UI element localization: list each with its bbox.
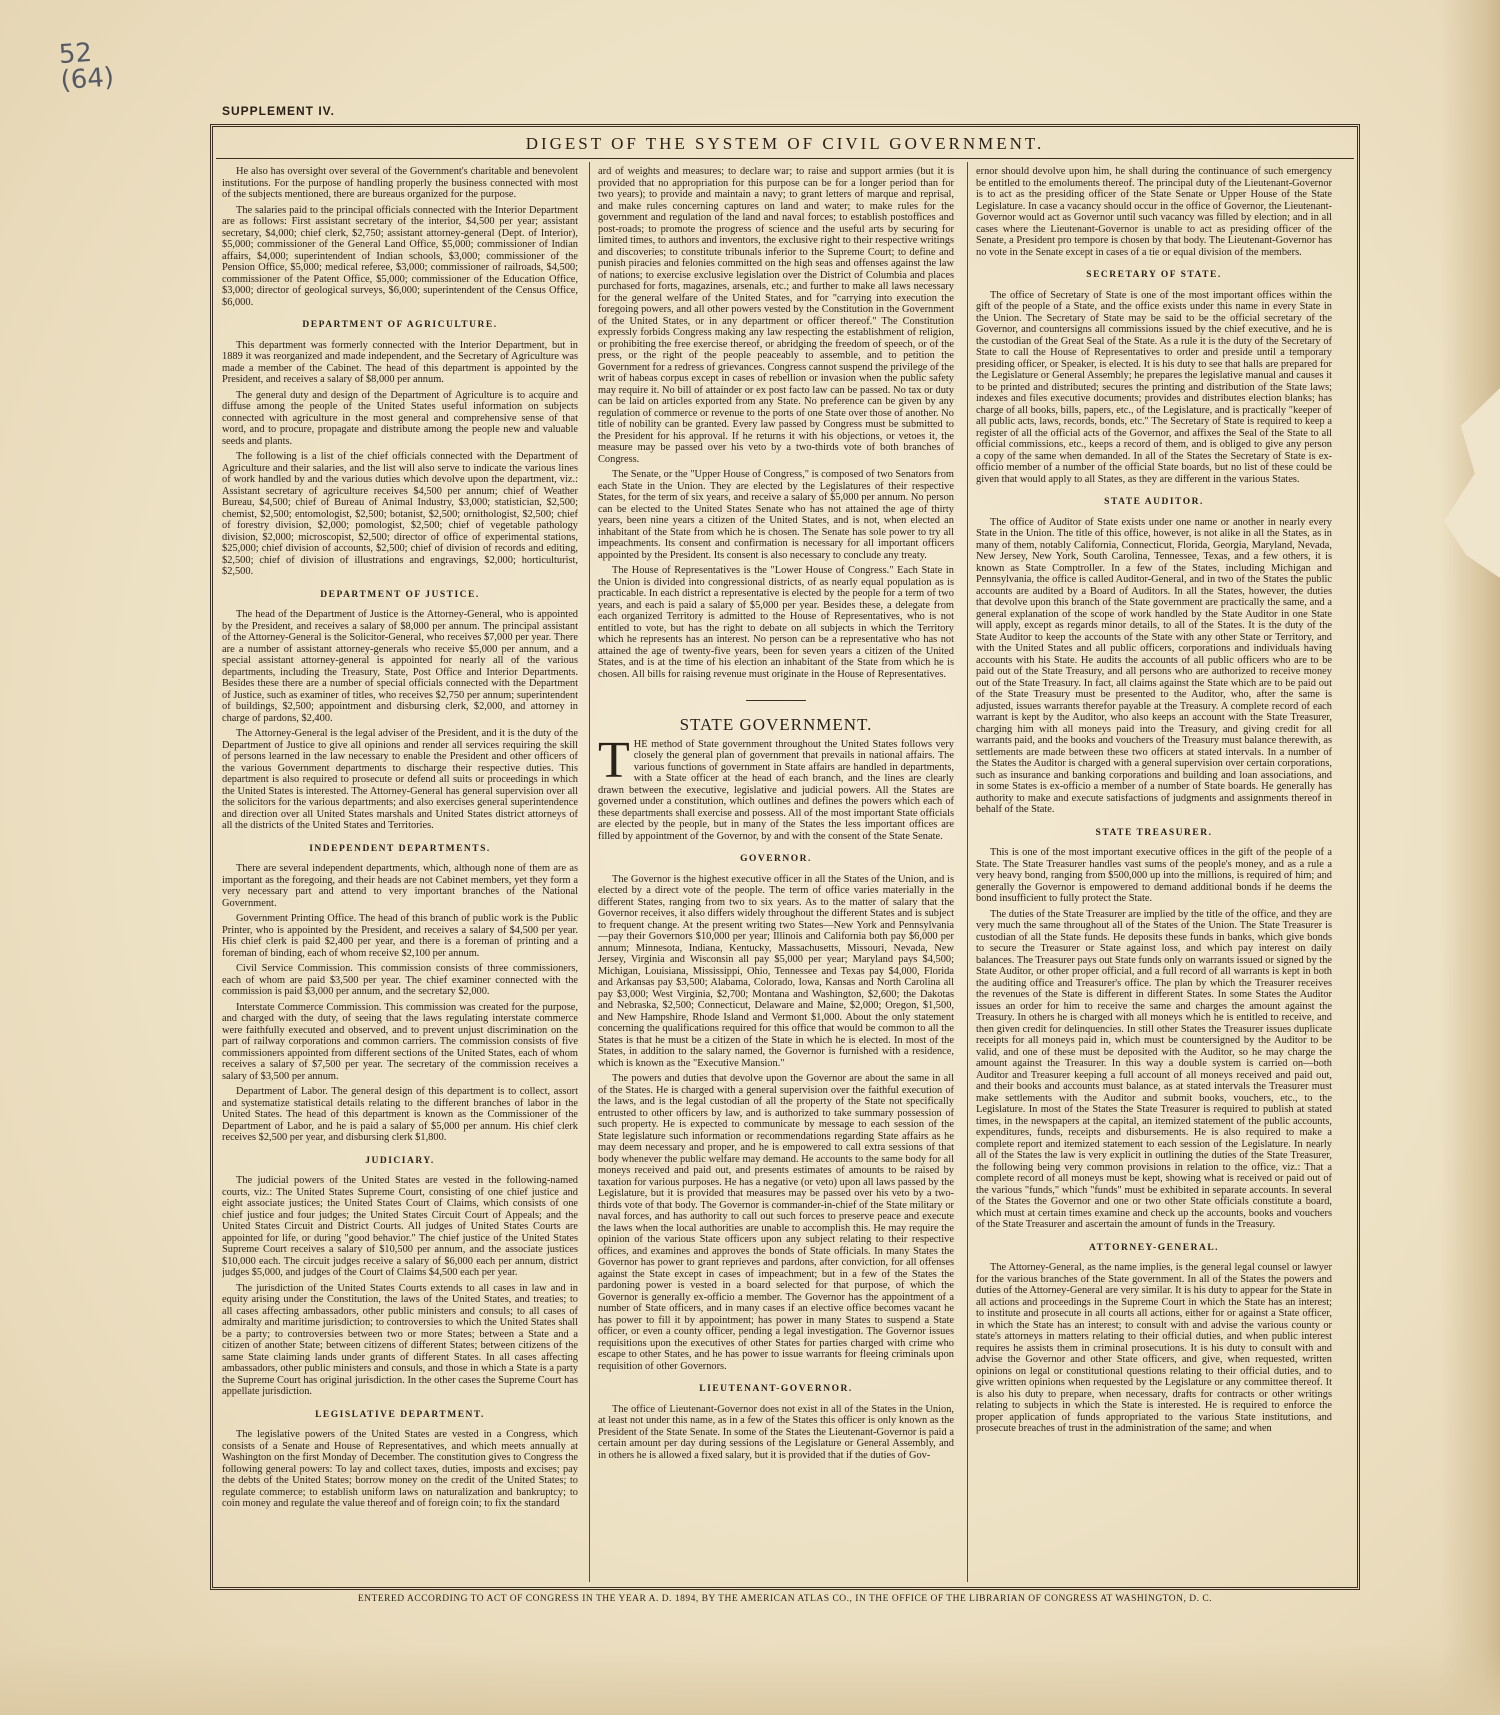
section-heading: LIEUTENANT-GOVERNOR.	[699, 1384, 853, 1394]
paragraph: The office of Lieutenant-Governor does not exist in all of the States in the Union, at least not under this name, as in a few of the States this officer is only known as the President of the State Senate. In some of the States the Lieutenant-Governor is paid a certain amount per day during sessions of the Legislature or General Assembly, and in others he is allowed a fixed salary, but it is provided that if the duties of Gov-	[598, 1403, 954, 1461]
paragraph: This is one of the most important executive offices in the gift of the people of a State. The State Treasurer handles vast sums of the people's money, and as a rule a very heavy bond, ranging from $500,000 up into the millions, is required of him; and generally the Governor is empowered to demand additional bonds if he deems the bond insufficient to fully protect the State.	[976, 847, 1332, 904]
paragraph: Interstate Commerce Commission. This commission was created for the purpose, and charged with the duty, of seeing that the laws regulating interstate commerce were faithfully executed and observed, and to prevent unjust discrimination on the part of railway corporations and common carriers. The commission consists of five commissioners appointed from different sections of the United States, each of whom receives a salary of $7,500 per year. The secretary of the commission receives a salary of $3,500 per annum.	[222, 1001, 578, 1082]
paragraph: The Attorney-General is the legal adviser of the President, and it is the duty of the Department of Justice to give all opinions and render all services requiring the skill of persons learned in the law necessary to enable the President and other officers of the various Government departments to discharge their respective duties. This department is also required to prosecute or defend all suits or proceedings in which the United States is interested. The Attorney-General has general supervision over all the solicitors for the various departments; and also exercises general superintendence and direction over all United States marshals and United States district attorneys of all the districts of the United States and Territories.	[222, 728, 578, 831]
paragraph: The duties of the State Treasurer are implied by the title of the office, and they are very much the same throughout all of the States of the Union. The State Treasurer is custodian of all the State funds. He deposits these funds in banks, which give bonds to secure the Treasurer or State against loss, and which pay interest on daily balances. The Treasurer pays out State funds only on warrants issued or signed by the State Auditor, or other proper official, and a full record of all warrants is kept in both the auditing office and Treasurer's office. The plan by which the Treasurer receives the revenues of the State is different in different States. In some States the Auditor issues an order for him to receive the same and charges the amount against the Treasury. In others he is charged with all moneys which he is entitled to receive, and then given credit for delinquencies. In still other States the Treasurer issues duplicate receipts for all moneys paid in, which must be countersigned by the Auditor to be valid, and one of these must be deposited with the Auditor, so he may charge the amount against the Treasurer. In this way a double system is carried on—both Auditor and Treasurer keeping a full account of all moneys received and paid out, and their books and accounts must balance, as at stated intervals the Treasurer must make settlements with the Auditor and submit books, vouchers, etc., to the Legislature. In most of the States the State Treasurer is required to publish at stated times, in the newspapers at the capital, an itemized statement of the public accounts, expenditures, funds, receipts and disbursements. He is also required to make a complete report and itemized statement to each session of the Legislature. In nearly all of the States the law is very explicit in outlining the duties of the State Treasurer, the following being very common provisions in relation to the office, viz.: That a complete record of all moneys must be kept, showing what is received or paid out of the various "funds," which "funds" must be exhibited in separate accounts. In several of the States the Governor and one or two other State officials constitute a board, which must at certain times examine and check up the accounts, books and vouchers of the State Treasurer and ascertain the amount of funds in the Treasury.	[976, 908, 1332, 1230]
paper-edge-bottom	[0, 1645, 1500, 1715]
section-heading: INDEPENDENT DEPARTMENTS.	[309, 843, 491, 854]
section-heading: STATE TREASURER.	[1095, 827, 1213, 838]
column-2	[598, 166, 954, 1576]
copyright-footer: ENTERED ACCORDING TO ACT OF CONGRESS IN THE YEAR A. D. 1894, BY THE AMERICAN ATLAS CO., IN THE OFFICE OF THE LIBRARIAN OF CONGRESS AT WASHINGTON, D. C.	[357, 1594, 1213, 1604]
paragraph: Government Printing Office. The head of this branch of public work is the Public Printer, who is appointed by the President, and receives a salary of $4,500 per year. His chief clerk is paid $2,400 per year, and there is a foreman of printing and a foreman of binding, each of whom receive $2,100 per annum.	[222, 913, 578, 959]
section-heading: DEPARTMENT OF JUSTICE.	[320, 589, 480, 600]
paragraph: He also has oversight over several of the Government's charitable and benevolent institutions. For the purpose of handling properly the business connected with most of the subjects mentioned, there are bureaus organized for the purpose.	[222, 166, 578, 200]
column-3	[976, 166, 1332, 1576]
paragraph: ernor should devolve upon him, he shall during the continuance of such emergency be entitled to the emoluments thereof. The principal duty of the Lieutenant-Governor is to act as the presiding officer of the State Senate or Upper House of the State Legislature. In case a vacancy should occur in the office of Governor, the Lieutenant-Governor would act as Governor until such vacancy was filled by election; and in all cases where the Lieutenant-Governor is unable to act as presiding officer of the Senate, a President pro tempore is chosen by that body. The Lieutenant-Governor has no vote in the Senate except in cases of a tie or equal division of the members.	[976, 166, 1332, 258]
column-rule	[589, 162, 590, 1582]
paragraph: The Governor is the highest executive officer in all the States of the Union, and is elected by a direct vote of the people. The term of office varies materially in the different States, ranging from two to six years. As to the matter of salary that the Governor receives, it also differs widely throughout the different States and is subject to frequent change. At the present writing two States—New York and Pennsylvania—pay their Governors $10,000 per year; Illinois and California both pay $6,000 per annum; Minnesota, Indiana, Kentucky, Massachusetts, Missouri, Nevada, New Jersey, Virginia and Wisconsin all pay $5,000 per year; Maryland pays $4,500; Michigan, Louisiana, Mississippi, Ohio, Tennessee and Texas pay $4,000, Florida and Arkansas pay $3,500; Alabama, Colorado, Iowa, Kansas and North Carolina all pay $3,000; West Virginia, $2,700; Montana and Washington, $2,600; the Dakotas and Nebraska, $2,500; Connecticut, Delaware and Maine, $2,000; Oregon, $1,500, and New Hampshire, Rhode Island and Vermont $1,000. About the only statement concerning the qualifications required for this office that would be common to all the States is that he must be a citizen of the State in which he is elected. In most of the States, in addition to the salary named, the Governor is furnished with a residence, which is known as the "Executive Mansion."	[598, 873, 954, 1069]
section-heading: JUDICIARY.	[365, 1155, 435, 1166]
section-heading: ATTORNEY-GENERAL.	[1088, 1242, 1220, 1253]
paragraph: The general duty and design of the Department of Agriculture is to acquire and diffuse among the people of the United States useful information on subjects connected with agriculture in the most general and comprehensive sense of that word, and to procure, propagate and distribute among the people new and valuable seeds and plants.	[222, 389, 578, 447]
paragraph: ard of weights and measures; to declare war; to raise and support armies (but it is provided that no appropriation for this purpose can be for a longer period than for two years); to provide and maintain a navy; to grant letters of marque and reprisal, and make rules concerning captures on land and water; to make rules for the government and regulation of the land and naval forces; to establish postoffices and post-roads; to promote the progress of science and the useful arts by securing for limited times, to authors and inventors, the exclusive right to their respective writings and discoveries; to constitute tribunals inferior to the Supreme Court; to define and punish piracies and felonies committed on the high seas and offenses against the law of nations; to exercise exclusive legislation over the District of Columbia and places purchased for forts, magazines, arsenals, etc.; and further to make all laws necessary for the general welfare of the United States, and for "carrying into execution the foregoing powers, and all other powers vested by the Constitution in the Government of the United States, or in any department or officer thereof." The Constitution expressly forbids Congress making any law respecting the establishment of religion, or prohibiting the free exercise thereof, or abridging the freedom of speech, or of the press, or the right of the people peaceably to assemble, and to petition the Government for a redress of grievances. Congress cannot suspend the privilege of the writ of habeas corpus except in cases of rebellion or invasion when the public safety may require it. No bill of attainder or ex post facto law can be passed. No tax or duty can be laid on articles exported from any State. No preference can be given by any regulation of commerce or revenue to the ports of one State over those of another. No title of nobility can be granted. Every law passed by Congress must be submitted to the President for his approval. If he returns it with his objections, or vetoes it, the measure may be passed over his veto by a two-thirds vote of both branches of Congress.	[598, 166, 954, 465]
paragraph: The office of Secretary of State is one of the most important offices within the gift of the people of a State, and the office exists under this name in every State in the Union. The Secretary of State may be said to be the official secretary of the Governor, and countersigns all commissions issued by the chief executive, and he is the custodian of the Great Seal of the State. As a rule it is the duty of the Secretary of State to call the House of Representatives to order and preside until a temporary presiding officer, or Speaker, is elected. It is his duty to see that halls are prepared for the Legislature or General Assembly; he prepares the legislative manual and causes it to be printed and distributed; secures the printing and distribution of the State laws; indexes and files executive documents; provides and distributes election blanks; has charge of all books, bills, papers, etc., of the Legislature, and is practically "keeper of all public acts, laws, records, bonds, etc." The Secretary of State is required to keep a register of all the official acts of the Governor, and affixes the Seal of the State to all official commissions, etc., keeps a record of them, and is obliged to give any person a copy of the same when demanded. In all of the States the Secretary of State is ex-officio member of a number of the official State boards, but no list of these could be given that would apply to all States, as they are different in the various States.	[976, 289, 1332, 485]
drop-cap: T	[598, 731, 630, 789]
section-heading: DEPARTMENT OF AGRICULTURE.	[302, 320, 498, 330]
paragraph: The Attorney-General, as the name implies, is the general legal counsel or lawyer for the various branches of the State government. In all of the States the powers and duties of the Attorney-General are very similar. It is his duty to appear for the State in all actions and proceedings in the Supreme Court in which the State has an interest; to institute and prosecute in all courts all actions, either for or against a State officer, in which the State has an interest; to consult with and advise the various county or state's attorneys in matters relating to their official duties, and when public interest requires he assists them in criminal prosecutions. It is his duty to consult with and advise the Governor and other State officers, and give, when requested, written opinions on legal or constitutional questions relating to their official duties, and to give written opinions when requested by the Legislature or any committee thereof. It is also his duty to prepare, when necessary, drafts for contracts or other writings relating to subjects in which the State is interested. He is required to enforce the proper application of funds appropriated to the various State institutions, and prosecute breaches of trust in the administration of the same; and when	[976, 1262, 1332, 1434]
paragraph: The legislative powers of the United States are vested in a Congress, which consists of a Senate and House of Representatives, and which meets annually at Washington on the first Monday of December. The constitution gives to Congress the following general powers: To lay and collect taxes, duties, imposts and excises; pay the debts of the United States; borrow money on the credit of the United States; to regulate commerce; to establish uniform laws on naturalization and bankruptcy; to coin money and regulate the value thereof and of foreign coin; to fix the standard	[222, 1429, 578, 1509]
section-heading: SECRETARY OF STATE.	[1086, 270, 1222, 280]
paragraph: Department of Labor. The general design of this department is to collect, assort and systematize statistical details relating to the different branches of labor in the United States. The head of this department is known as the Commissioner of the Department of Labor, and he is paid a salary of $5,000 per annum. His chief clerk receives $2,500 per year, and disbursing clerk $1,800.	[222, 1086, 578, 1143]
paragraph: The Senate, or the "Upper House of Congress," is composed of two Senators from each State in the Union. They are elected by the Legislatures of their respective States, for the term of six years, and receive a salary of $5,000 per annum. No person can be elected to the United States Senate who has not attained the age of thirty years, been nine years a citizen of the United States, and is not, when elected an inhabitant of the State from which he is chosen. The Senate has sole power to try all impeachments. Its consent and confirmation is necessary for all important officers appointed by the President. Its consent is also necessary to conclude any treaty.	[598, 469, 954, 561]
paragraph: The jurisdiction of the United States Courts extends to all cases in law and in equity arising under the Constitution, the laws of the United States, and treaties; to all cases affecting ambassadors, other public ministers and consuls; to all cases of admiralty and maritime jurisdiction; to controversies to which the United States shall be a party; to controversies between two or more States; between a State and a citizen of another State; between citizens of different States; between citizens of the same State claiming lands under grants of different States. In all cases affecting ambassadors, other public ministers and consuls, and those in which a State is a party the Supreme Court has original jurisdiction. In the other cases the Supreme Court has appellate jurisdiction.	[222, 1282, 578, 1397]
column-rule	[967, 162, 968, 1582]
paper-edge-right	[1440, 0, 1500, 1715]
paragraph: Civil Service Commission. This commission consists of three commissioners, each of whom are paid $3,500 per year. The chief examiner connected with the commission is paid $3,000 per annum, and the secretary $2,000.	[222, 963, 578, 997]
section-title-state-government: STATE GOVERNMENT.	[679, 715, 873, 734]
paragraph: The head of the Department of Justice is the Attorney-General, who is appointed by the President, and receives a salary of $8,000 per annum. The principal assistant of the Attorney-General is the Solicitor-General, who receives $7,000 per year. There are a number of assistant attorney-generals who receive $5,000 per annum, and a special assistant attorney-general is appointed for nearly all of the various departments, including the Treasury, State, Post Office and Interior Departments. Besides these there are a number of special officials connected with the Department of Justice, such as examiner of titles, who receives $2,750 per annum; superintendent of buildings, $2,500; appointment and disbursing clerk, $2,000, and attorney in charge of pardons, $2,400.	[222, 609, 578, 724]
catalog-mark: 52 (64)	[57, 37, 115, 97]
paragraph: The judicial powers of the United States are vested in the following-named courts, viz.: The United States Supreme Court, consisting of one chief justice and eight associate justices; the United States Court of Claims, which consists of one chief justice and four judges; the United States Circuit Court of Appeals; and the United States Circuit and District Courts. All judges of United States Courts are appointed for life, or during "good behavior." The chief justice of the United States Supreme Court receives a salary of $10,500 per annum, and the associate justices $10,000 each. The circuit judges receive a salary of $6,000 each per annum, district judges $5,000, and judges of the Court of Claims $4,500 each per year.	[222, 1175, 578, 1278]
paragraph: The salaries paid to the principal officials connected with the Interior Department are as follows: First assistant secretary of the interior, $4,500 per year; assistant secretary, $4,000; chief clerk, $2,750; assistant attorney-general (Dept. of Interior), $5,000; commissioner of the General Land Office, $5,000; commissioner of Indian affairs, $4,000; superintendent of Indian schools, $3,000; commissioner of the Pension Office, $5,000; medical referee, $3,000; commissioner of railroads, $4,500; commissioner of the Patent Office, $5,000; commissioner of the Education Office, $3,000; director of geological surveys, $6,000; superintendent of the Census Office, $6,000.	[222, 204, 578, 308]
section-divider	[746, 700, 806, 701]
column-1	[222, 166, 578, 1576]
paragraph: This department was formerly connected with the Interior Department, but in 1889 it was reorganized and made independent, and the Secretary of Agriculture was made a member of the Cabinet. The head of this department is appointed by the President, and receives a salary of $8,000 per annum.	[222, 339, 578, 385]
supplement-label: SUPPLEMENT IV.	[222, 104, 335, 118]
paragraph: The office of Auditor of State exists under one name or another in nearly every State in the Union. The title of this office, however, is not alike in all the States, as in many of them, notably California, Connecticut, Florida, Georgia, Maryland, Nevada, New Jersey, New York, South Carolina, Tennessee, Texas, and a few others, it is known as State Comptroller. In a few of the States, including Michigan and Pennsylvania, the office is called Auditor-General, and in two of the States the public accounts are audited by a Board of Auditors. In all the States, however, the duties that devolve upon this branch of the State government are practically the same, and a general explanation of the scope of work handled by the State Auditor in one State will apply, except as regards minor details, to all of the States. It is the duty of the State Auditor to keep the accounts of the State with any other State or Territory, and with the United States and all public officers, corporations and individuals having accounts with his State. He audits the accounts of all public officers who are to be paid out of the State Treasury, and all persons who are authorized to receive money out of the State Treasury. In fact, all claims against the State which are to be paid out of the State Treasury must be presented to the Auditor, who, after the same is adjusted, issues warrants therefor payable at the Treasury. A complete record of each warrant is kept by the Auditor, who also keeps an account with the State Treasurer, charging him with all moneys paid into the Treasury, and giving credit for all warrants paid, and the books and vouchers of the Treasury must balance therewith, as settlements are made between these two officers at stated intervals. In a number of the States the Auditor is charged with a general supervision over certain corporations, such as insurance and banking corporations and building and loan associations, and in some States is ex-officio a member of a number of State boards. He generally has authority to make and execute satisfactions of judgments and assignments thereof in behalf of the State.	[976, 516, 1332, 815]
paragraph: The following is a list of the chief officials connected with the Department of Agriculture and their salaries, and the list will also serve to indicate the various lines of work handled by and the various duties which devolve upon the department, viz.: Assistant secretary of agriculture receives $4,500 per annum; chief of Weather Bureau, $4,500; chief of Bureau of Animal Industry, $3,000; statistician, $2,500; chemist, $2,500; entomologist, $2,500; botanist, $2,500; ornithologist, $2,500; chief of forestry division, $2,000; pomologist, $2,500; chief of vegetable pathology division, $2,000; microscopist, $2,500; director of office of experimental stations, $25,000; chief division of accounts, $2,500; chief of division of records and editing, $2,500; chief of division of illustrations and engravings, $2,000; horticulturist, $2,500.	[222, 451, 578, 577]
section-heading: STATE AUDITOR.	[1104, 497, 1204, 507]
paragraph: The House of Representatives is the "Lower House of Congress." Each State in the Union is divided into congressional districts, of as nearly equal population as is practicable. In each district a representative is elected by the people for a term of two years, and each is paid a salary of $5,000 per year. Besides these, a delegate from each organized Territory is admitted to the House of Representatives, who is not entitled to vote, but has the right to debate on all subjects in which the Territory which he represents has an interest. No person can be a representative who has not attained the age of twenty-five years, been for seven years a citizen of the United States, and is at the time of his election an inhabitant of the State from which he is chosen. All bills for raising revenue must originate in the House of Representatives.	[598, 565, 954, 680]
section-heading: LEGISLATIVE DEPARTMENT.	[315, 1409, 485, 1420]
paragraph: The powers and duties that devolve upon the Governor are about the same in all of the States. He is charged with a general supervision over the faithful execution of the laws, and is the legal custodian of all the property of the State not specifically entrusted to other officers by law, and is authorized to take summary possession of such property. He is expected to communicate by message to each session of the State legislature such information or recommendations regarding State affairs as he may deem necessary and proper, and he is empowered to call extra sessions of that body whenever the public welfare may demand. He accounts to the same body for all moneys received and paid out, and presents estimates of amounts to be raised by taxation for various purposes. He has a negative (or veto) upon all laws passed by the Legislature, but it is provided that measures may be passed over his veto by a two-thirds vote of that body. The Governor is commander-in-chief of the State military or naval forces, and has authority to call out such forces to preserve peace and execute the laws when the local authorities are unable to accomplish this. He may require the opinion of the various State officers upon any subject relating to their respective offices, and examines and approves the bonds of State officials. In many States the Governor has power to grant reprieves and pardons, after conviction, for all offenses against the State except in cases of impeachment; but in a few of the States the pardoning power is vested in a board selected for that purpose, of which the Governor is generally ex-officio a member. The Governor has the appointment of a number of State officers, and in many cases if an elective office becomes vacant he has power to fill it by appointment; has power in many States to suspend a State officer, or even a county officer, pending a legal investigation. The Governor issues requisitions upon the executives of other States for parties charged with crime who escape to other States, and he has power to issue warrants for fleeing criminals upon requisition of other Governors.	[598, 1073, 954, 1372]
section-heading: GOVERNOR.	[740, 854, 812, 864]
page-title: DIGEST OF THE SYSTEM OF CIVIL GOVERNMENT.	[216, 130, 1354, 159]
paragraph: There are several independent departments, which, although none of them are as important as the foregoing, and their heads are not Cabinet members, yet they form a very necessary part and attend to very important branches of the National Government.	[222, 863, 578, 909]
paragraph: HE method of State government throughout the United States follows very closely the general plan of government that prevails in national affairs. The various functions of government in State affairs are handled in departments, with a State officer at the head of each branch, and the lines are clearly drawn between the executive, legislative and judicial powers. All the States are governed under a constitution, which outlines and defines the powers which each of these departments shall exercise and possess. All of the most important State officials are elected by the people, but in many of the States the less important offices are filled by appointment of the Governor, by and with the consent of the State Senate.	[598, 738, 954, 842]
